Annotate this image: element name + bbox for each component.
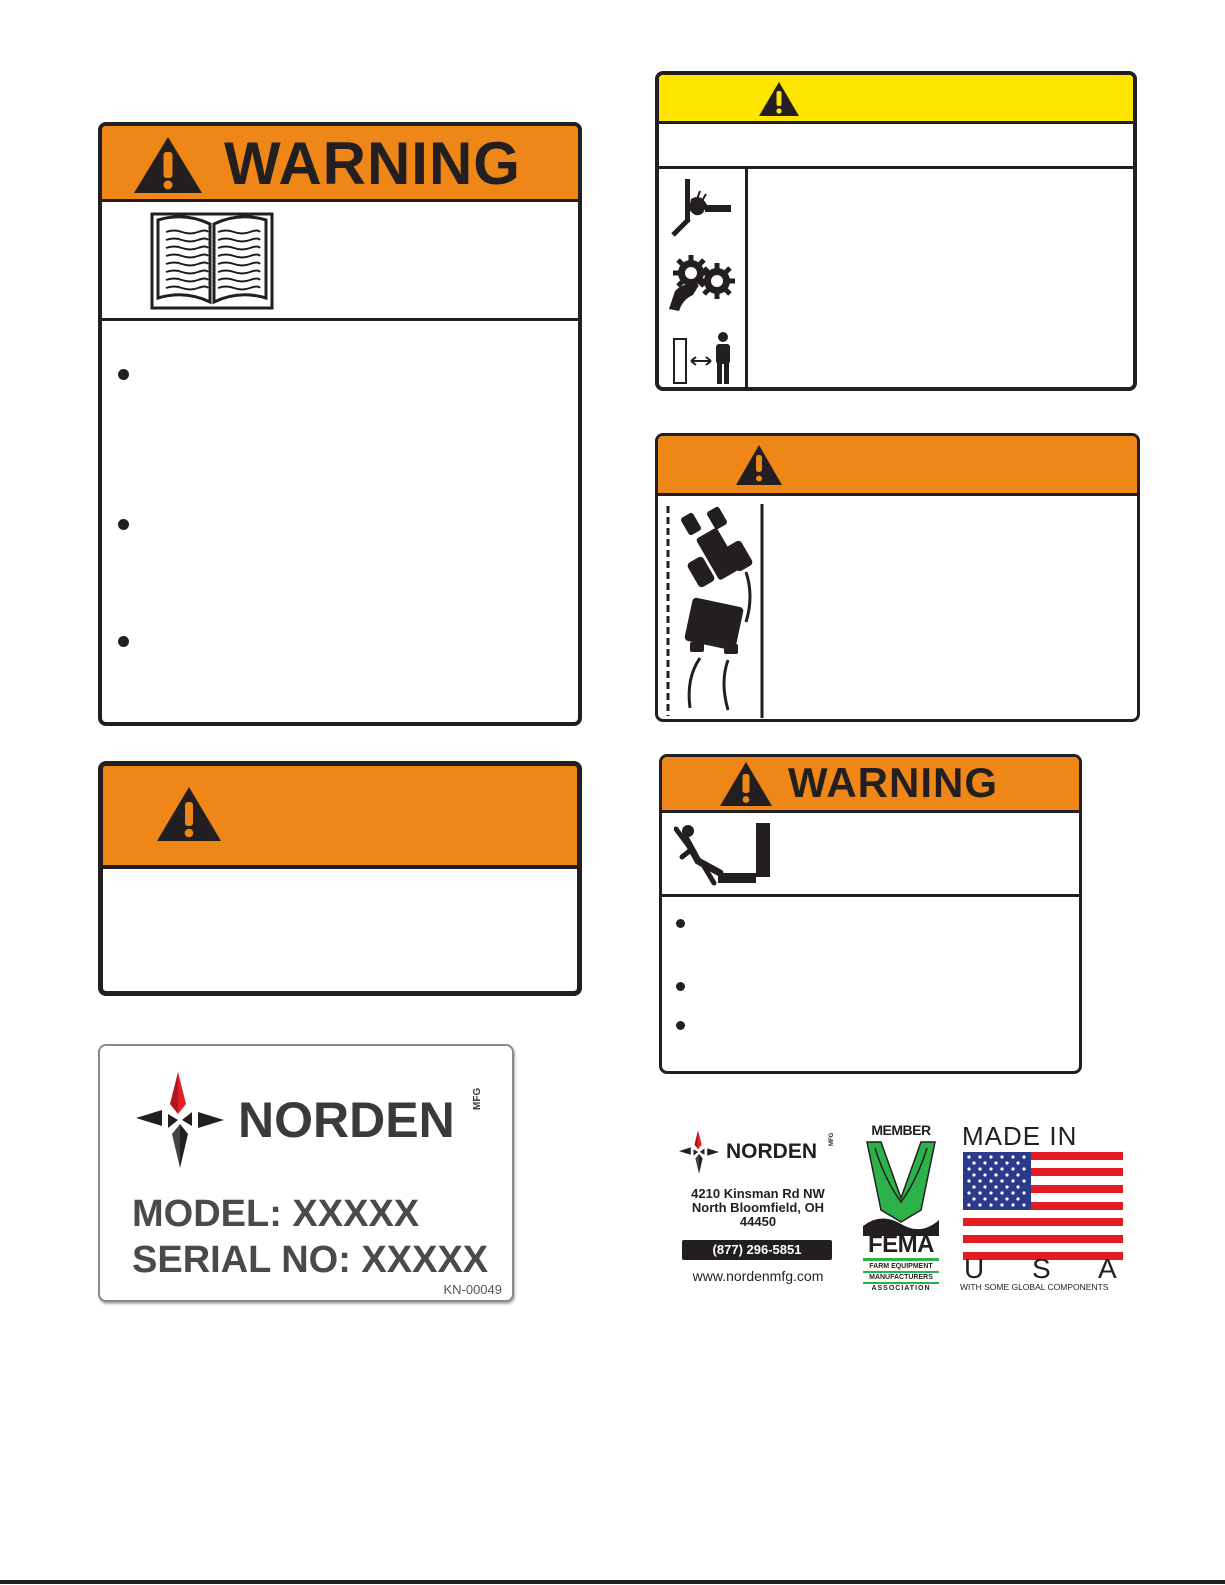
- brand-name: NORDEN: [726, 1140, 818, 1163]
- warning-decal-jackknife: [655, 433, 1140, 722]
- alert-triangle-icon: [132, 134, 204, 196]
- bullet-dot: [676, 982, 685, 991]
- address-line-1: 4210 Kinsman Rd NW: [691, 1186, 825, 1201]
- norden-compass-logo-icon: [678, 1128, 720, 1176]
- phone-badge: [682, 1240, 832, 1260]
- bullet-dot: [676, 919, 685, 928]
- caution-decal-pinch-points: [655, 71, 1137, 391]
- usa-footnote: WITH SOME GLOBAL COMPONENTS: [960, 1282, 1109, 1292]
- warning-decal-general: [98, 761, 582, 996]
- alert-triangle-icon: [155, 784, 223, 844]
- pinch-point-hand-icon: [671, 177, 733, 237]
- usa-letter-s: S: [1032, 1253, 1051, 1284]
- flag-star-field: [963, 1152, 1031, 1210]
- tractor-jackknife-icon: [662, 502, 766, 720]
- address-line-2: North Bloomfield, OH: [691, 1200, 825, 1215]
- warning-decal-read-manual: [98, 122, 582, 726]
- bullet-dot: [118, 519, 129, 530]
- address-line-3: 44450: [739, 1214, 777, 1229]
- alert-triangle-icon: [734, 443, 784, 487]
- fema-acronym: FEMA: [868, 1231, 934, 1258]
- phone-number: (877) 296-5851: [712, 1242, 802, 1257]
- fema-emblem-icon: [861, 1140, 941, 1236]
- warning-header: [658, 436, 1137, 496]
- bullet-dot: [118, 369, 129, 380]
- warning-header: [102, 126, 578, 202]
- brand-sub: MFG: [472, 1087, 483, 1110]
- serial-line: SERIAL NO: XXXXX: [132, 1239, 489, 1281]
- signal-word: WARNING: [788, 759, 998, 806]
- divider: [102, 318, 578, 321]
- company-contact-block: [672, 1124, 844, 1294]
- alert-triangle-icon: [718, 760, 774, 808]
- operator-manual-book-icon: [150, 210, 274, 310]
- icon-column-divider: [745, 169, 748, 387]
- fema-bar: [863, 1258, 939, 1261]
- fema-line-3: ASSOCIATION: [871, 1285, 931, 1292]
- us-flag-icon: [963, 1152, 1123, 1260]
- gear-entanglement-hand-icon: [667, 251, 737, 313]
- bullet-dot: [118, 636, 129, 647]
- keep-clear-distance-icon: [671, 331, 735, 387]
- part-number: KN-00049: [443, 1282, 502, 1297]
- divider: [659, 166, 1133, 169]
- usa-letter-u: U: [964, 1253, 985, 1284]
- warning-header: [103, 766, 577, 869]
- fema-member-label: MEMBER: [871, 1122, 931, 1138]
- fall-from-platform-icon: [674, 821, 774, 889]
- brand-name: NORDEN: [238, 1092, 455, 1148]
- divider: [662, 894, 1079, 897]
- serial-number-tag: [98, 1044, 514, 1302]
- website: www.nordenmfg.com: [692, 1268, 824, 1284]
- model-line: MODEL: XXXXX: [132, 1193, 420, 1235]
- fema-line-2: MANUFACTURERS: [869, 1274, 933, 1281]
- made-in-usa-badge: [958, 1122, 1128, 1294]
- signal-word: WARNING: [224, 130, 521, 197]
- made-in-label: MADE IN: [962, 1121, 1078, 1151]
- fema-line-1: FARM EQUIPMENT: [869, 1263, 933, 1270]
- fema-member-badge: [861, 1122, 941, 1292]
- page-bottom-rule: [0, 1580, 1225, 1584]
- bullet-dot: [676, 1021, 685, 1030]
- brand-sub: MFG: [829, 1132, 835, 1146]
- norden-compass-logo-icon: [134, 1070, 226, 1170]
- caution-header: [659, 75, 1133, 124]
- alert-triangle-icon: [757, 80, 801, 118]
- warning-header: [662, 757, 1079, 813]
- usa-letter-a: A: [1098, 1253, 1117, 1284]
- warning-decal-fall-hazard: [659, 754, 1082, 1074]
